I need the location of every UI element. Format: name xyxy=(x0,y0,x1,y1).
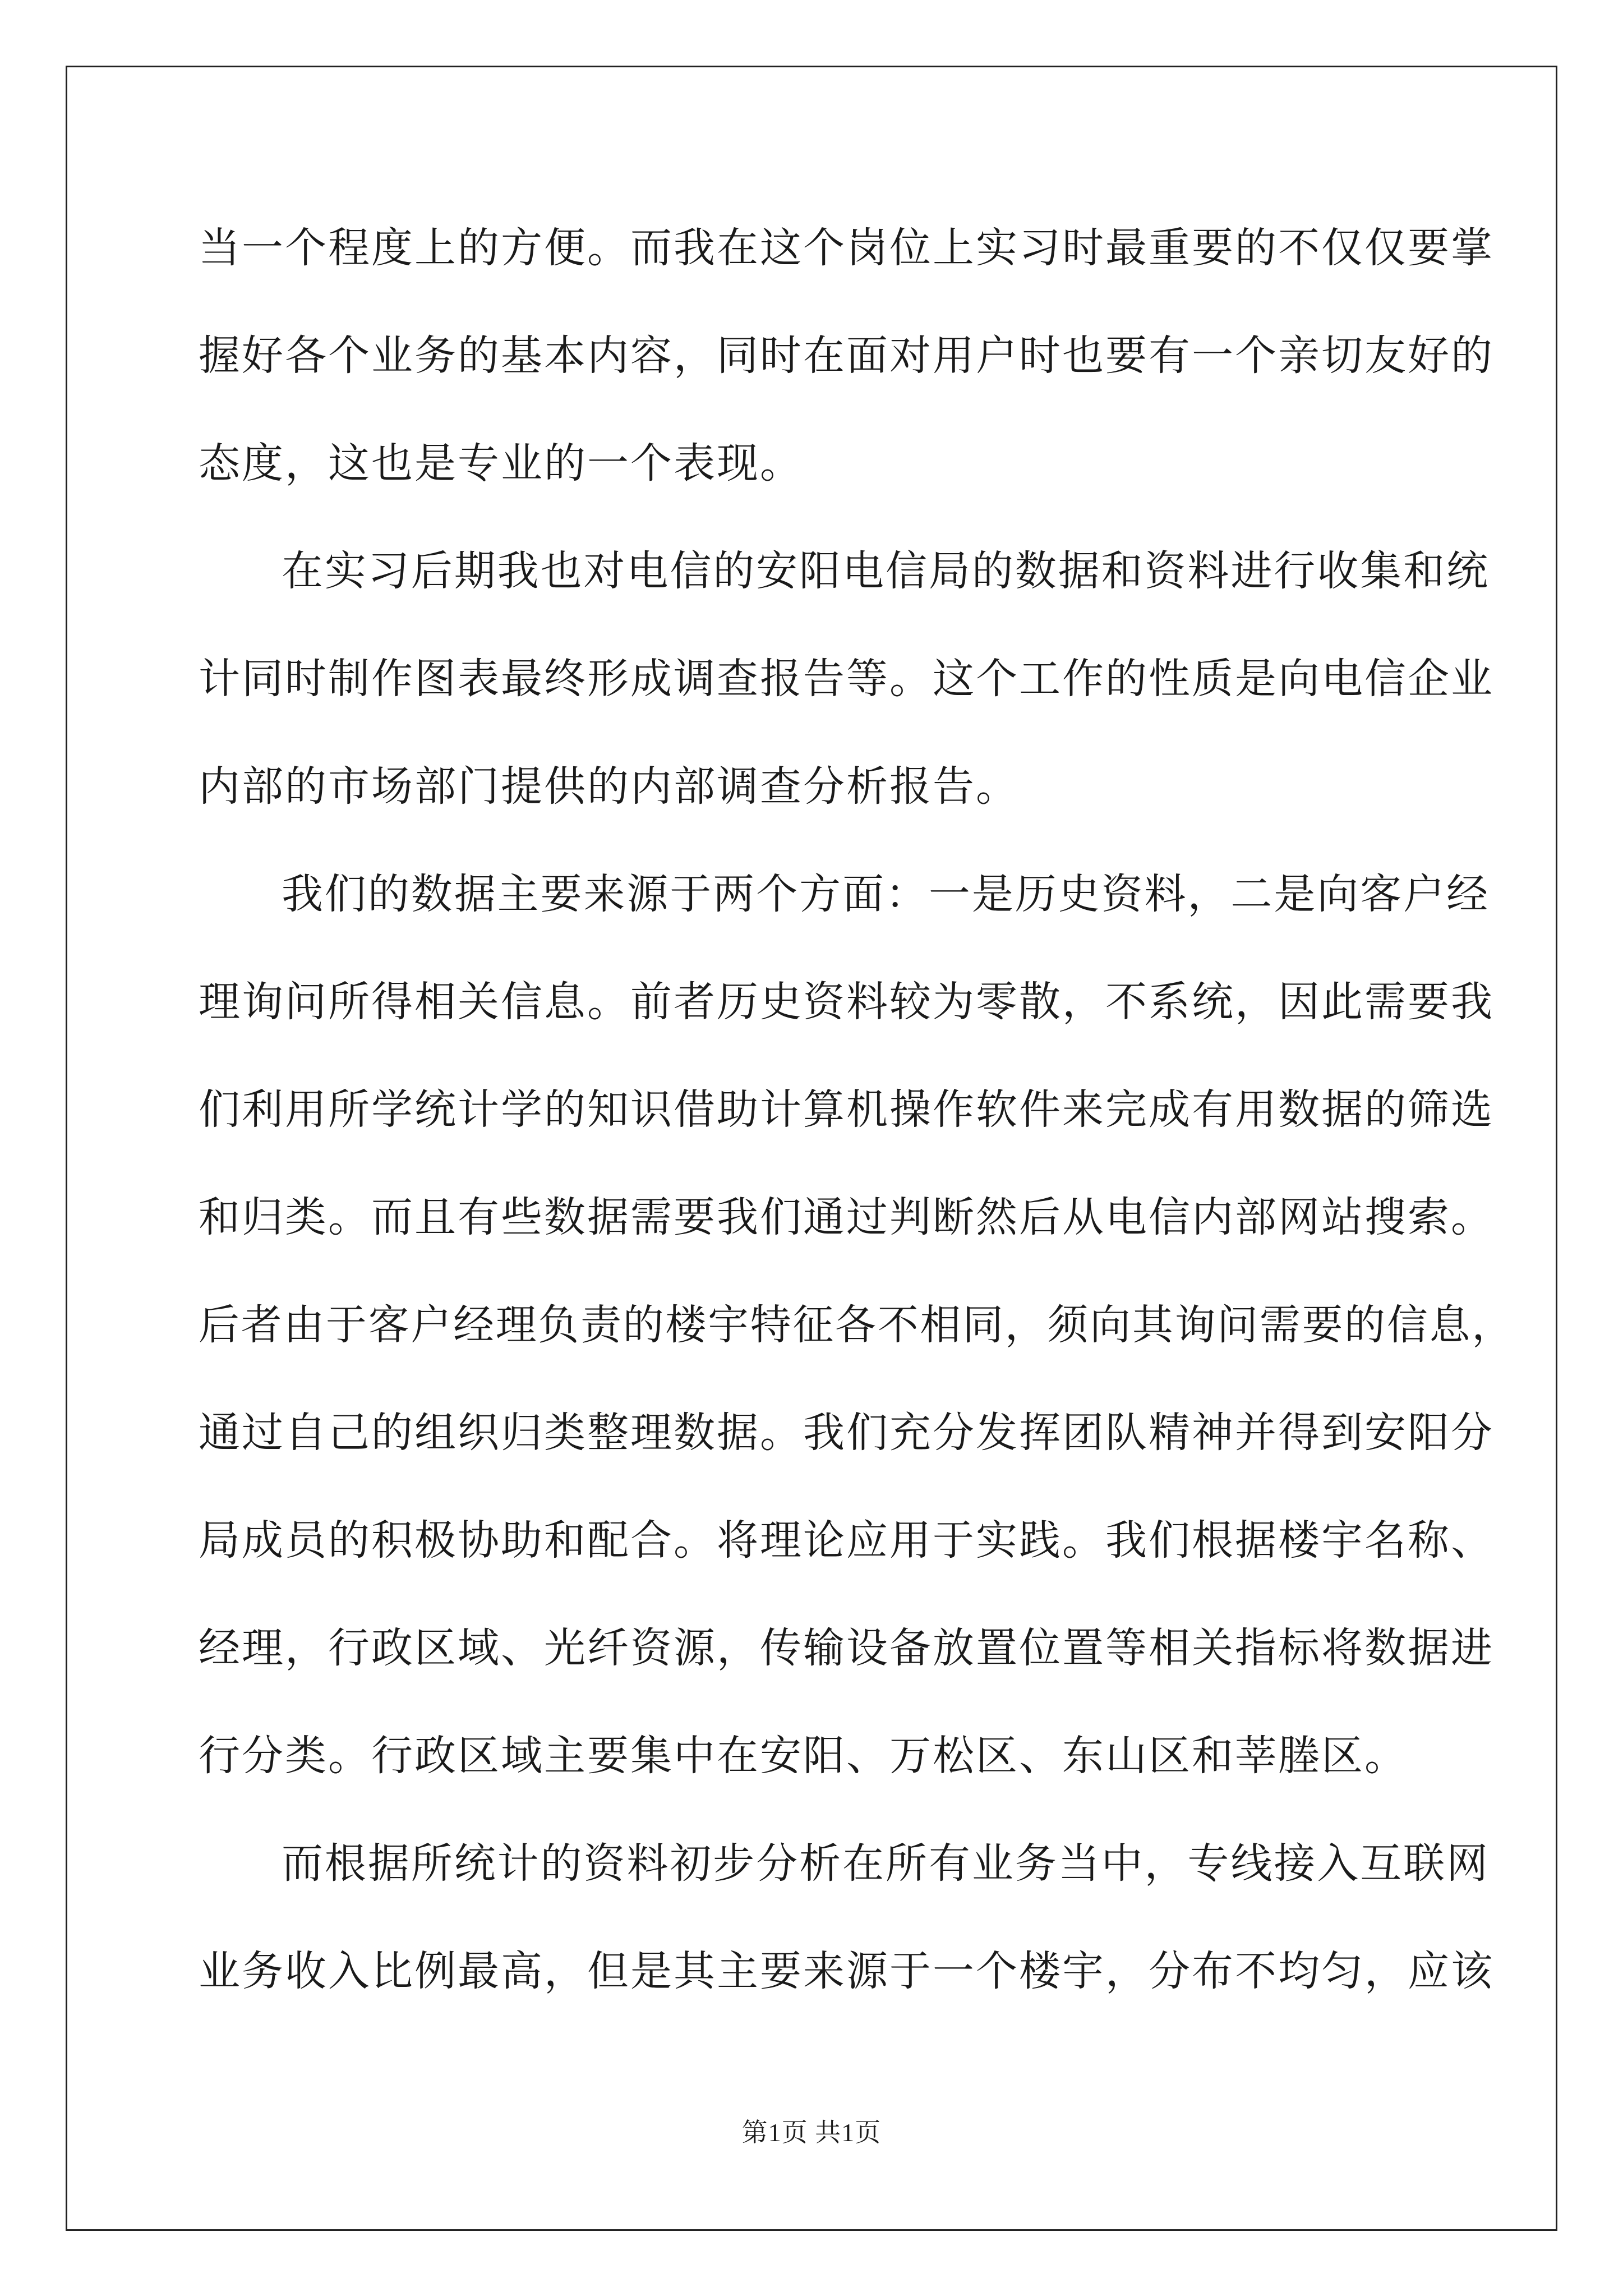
paragraph-line: 当一个程度上的方便。而我在这个岗位上实习时最重要的不仅仅要掌 xyxy=(199,224,1494,272)
paragraph-line: 业务收入比例最高，但是其主要来源于一个楼宇，分布不均匀，应该 xyxy=(199,1947,1494,1995)
paragraph-line: 后者由于客户经理负责的楼宇特征各不相同，须向其询问需要的信息， xyxy=(199,1301,1514,1349)
paragraph-line: 态度，这也是专业的一个表现。 xyxy=(199,439,803,487)
paragraph-line: 我们的数据主要来源于两个方面：一是历史资料，二是向客户经 xyxy=(282,870,1490,918)
paragraph-line: 握好各个业务的基本内容，同时在面对用户时也要有一个亲切友好的 xyxy=(199,332,1494,380)
paragraph-line: 在实习后期我也对电信的安阳电信局的数据和资料进行收集和统 xyxy=(282,547,1490,595)
paragraph-line: 通过自己的组织归类整理数据。我们充分发挥团队精神并得到安阳分 xyxy=(199,1409,1494,1457)
paragraph-line: 们利用所学统计学的知识借助计算机操作软件来完成有用数据的筛选 xyxy=(199,1085,1494,1134)
paragraph-line: 和归类。而且有些数据需要我们通过判断然后从电信内部网站搜索。 xyxy=(199,1193,1494,1241)
page-number: 第1页 共1页 xyxy=(741,2118,882,2147)
paragraph-line: 局成员的积极协助和配合。将理论应用于实践。我们根据楼宇名称、 xyxy=(199,1516,1494,1565)
paragraph-line: 而根据所统计的资料初步分析在所有业务当中，专线接入互联网 xyxy=(282,1839,1490,1888)
paragraph-line: 行分类。行政区域主要集中在安阳、万松区、东山区和莘塍区。 xyxy=(199,1732,1408,1780)
paragraph-line: 计同时制作图表最终形成调查报告等。这个工作的性质是向电信企业 xyxy=(199,655,1494,703)
paragraph-line: 经理，行政区域、光纤资源，传输设备放置位置等相关指标将数据进 xyxy=(199,1624,1494,1672)
page-border xyxy=(66,66,1557,2231)
paragraph-line: 理询问所得相关信息。前者历史资料较为零散，不系统，因此需要我 xyxy=(199,978,1494,1026)
paragraph-line: 内部的市场部门提供的内部调查分析报告。 xyxy=(199,762,1019,811)
